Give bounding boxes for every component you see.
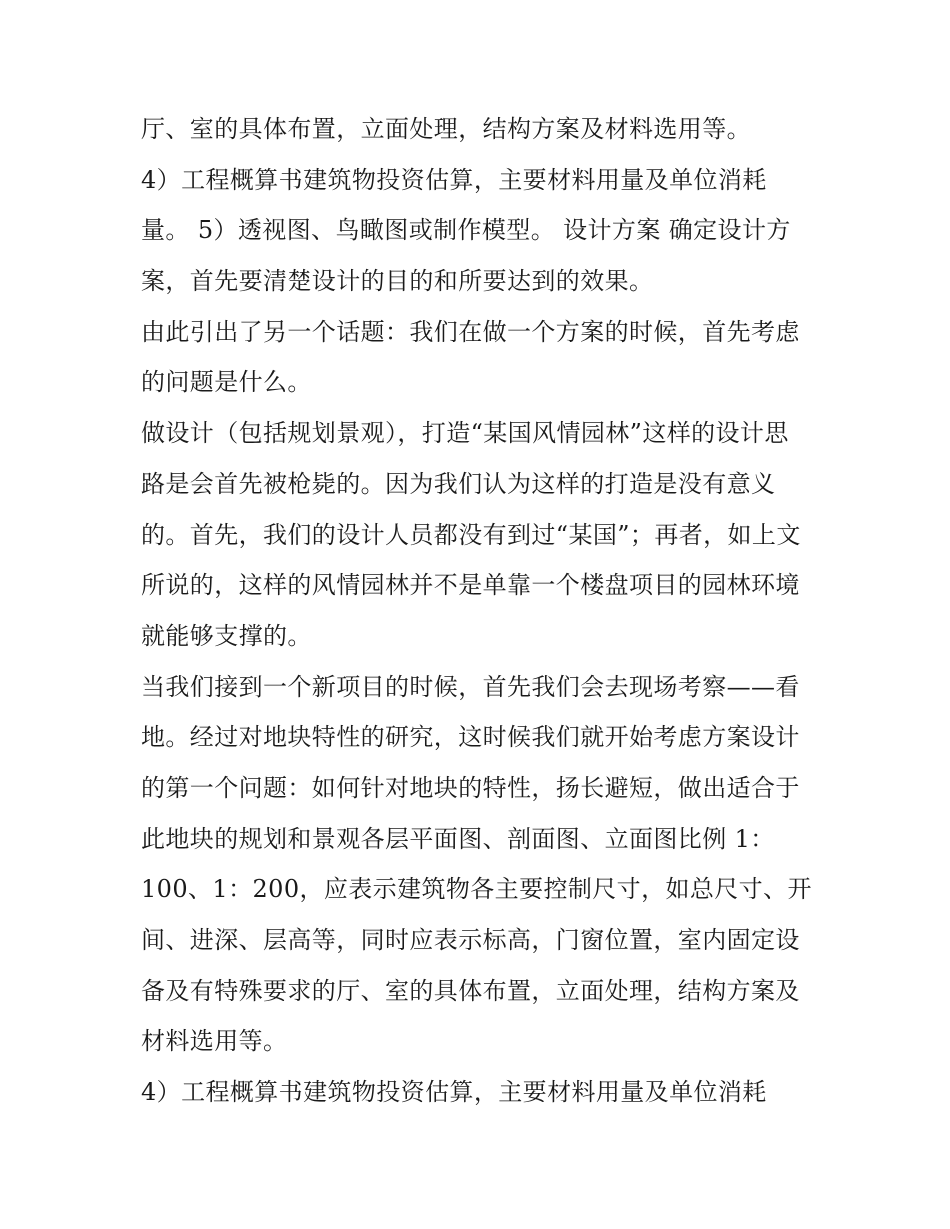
- text-line: 所说的，这样的风情园林并不是单靠一个楼盘项目的园林环境: [141, 571, 800, 600]
- text-line: 就能够支撑的。: [141, 621, 312, 650]
- text-line: 当我们接到一个新项目的时候，首先我们会去现场考察——看: [141, 672, 800, 701]
- text-line: 的。首先，我们的设计人员都没有到过“某国”；再者，如上文: [141, 520, 801, 549]
- text-line: 备及有特殊要求的厅、室的具体布置，立面处理，结构方案及: [141, 976, 800, 1005]
- body-text: [141, 104, 821, 1118]
- text-line: 案，首先要清楚设计的目的和所要达到的效果。: [141, 267, 654, 296]
- text-line: 间、进深、层高等，同时应表示标高，门窗位置，室内固定设: [141, 926, 800, 954]
- text-line: 4）工程概算书建筑物投资估算，主要材料用量及单位消耗: [141, 165, 767, 194]
- text-line: 地。经过对地块特性的研究，这时候我们就开始考虑方案设计: [141, 723, 800, 752]
- text-line: 由此引出了另一个话题：我们在做一个方案的时候，首先考虑: [141, 317, 800, 346]
- text-line: 做设计（包括规划景观），打造“某国风情园林”这样的设计思: [141, 419, 789, 448]
- text-line: 此地块的规划和景观各层平面图、剖面图、立面图比例 1：: [141, 824, 775, 853]
- text-line: 材料选用等。: [141, 1027, 288, 1056]
- text-line: 量。 5）透视图、鸟瞰图或制作模型。 设计方案 确定设计方: [141, 216, 791, 245]
- text-line: 的第一个问题：如何针对地块的特性，扬长避短，做出适合于: [141, 773, 800, 802]
- text-line: 4）工程概算书建筑物投资估算，主要材料用量及单位消耗: [141, 1078, 767, 1107]
- text-line: 的问题是什么。: [141, 368, 312, 397]
- text-line: 100、1：200，应表示建筑物各主要控制尺寸，如总尺寸、开: [141, 875, 812, 904]
- text-line: 路是会首先被枪毙的。因为我们认为这样的打造是没有意义: [141, 469, 776, 498]
- text-line: 厅、室的具体布置，立面处理，结构方案及材料选用等。: [141, 115, 751, 143]
